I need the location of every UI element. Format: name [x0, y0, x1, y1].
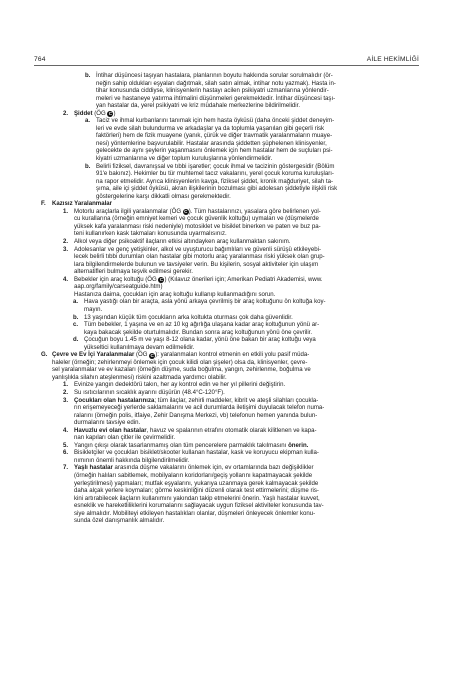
evidence-level-icon: C — [184, 209, 188, 215]
list-marker: b. — [85, 162, 91, 170]
list-marker: d. — [73, 336, 79, 344]
text-line: 1. Evinize yangın dedektörü takın, her ay kontrol edin ve her yıl pillerini değiştirin. — [63, 381, 286, 389]
text-line: G. Çevre ve Ev İçi Yaralanmalar (ÖG C): yaralanmaları kontrol etmenin en etkili yolu pasif müda- — [41, 351, 310, 359]
text-line: leri ve evde silah bulundurma ve arkadaşlar ya da toplumla yaşanılan gibi geçerli risk — [96, 124, 325, 132]
text-line: meleri ve hastaneye yatırma ihtimalini düşünmeleri gerekmektedir. İntihar düşüncesi taşı- — [96, 94, 336, 102]
list-marker: 2. — [63, 388, 69, 396]
text-line: durmalarını tavsiye edin. — [74, 419, 141, 427]
section-heading: Yaşlı hastalar — [74, 464, 113, 472]
list-marker: 3. — [63, 396, 69, 404]
list-marker: b. — [85, 72, 91, 79]
text-line: lecek belirli tıbbi durumları olan hastalar gibi motorlu araç yaralanması riski yüksek olan grup- — [74, 253, 325, 261]
list-marker: b. — [73, 313, 79, 321]
list-marker: 6. — [63, 449, 69, 457]
book-title: AİLE HEKİMLİĞİ — [366, 56, 419, 63]
section-heading: Çocukları olan hastalarınıza — [74, 396, 155, 404]
text-line: şıma, aile içi şiddet öyküsü, akran ilişkilerinin bozulması gibi adolesan şiddetiyle ilişkili risk — [96, 185, 338, 193]
text-line: 2. Su ısıtıcılarının sıcaklık ayarını düşürün (48.4°C-120°F). — [63, 388, 225, 396]
evidence-level-icon: C — [159, 277, 164, 283]
text-line: 3. Adolesanlar ve genç yetişkinler, alkol ve uyuşturucu bağımlıları ve güvenli sürüşü etkileyebi- — [63, 245, 321, 253]
text-line: sunda özel danışmanlık almalıdır. — [74, 517, 165, 525]
text-line: ralarını (örneğin polis, itfaiye, Zehir Danışma Merkezi, vb) telefonun hemen yanında bulun- — [74, 411, 318, 419]
section-heading: Havuzlu evi olan hastalar — [74, 426, 147, 434]
text-line: b. 13 yaşından küçük tüm çocukların arka koltukta oturması çok daha güvenlidir. — [73, 313, 293, 321]
text-line: b. Belirli fiziksel, davranışsal ve tıbbi işaretler; çocuk ihmal ve tacizinin göstergesidir (Bölüm — [85, 162, 335, 170]
list-marker: a. — [73, 298, 79, 306]
list-marker: 5. — [63, 441, 69, 449]
text-line: kini artırabilecek ilaçların kullanımını yakından takip etmelerini önerin. Yaşlı hastalar kuvvet, — [74, 494, 320, 502]
text-line: 5. Yangın çıkışı olarak tasarlanmamış olan tüm pencerelere parmaklık takılmasını önerin. — [63, 441, 309, 449]
text-line: 4. Bebekler için araç koltuğu (ÖG C) (Kılavuz önerileri için; Amerikan Pediatri Akademisi, www. — [63, 275, 323, 283]
text-line: teni kullanırken kask takmaları konusunda uyarmalısınız. — [74, 230, 227, 238]
page-number: 764 — [34, 56, 46, 63]
list-marker: 2. — [63, 109, 69, 117]
text-line: 1. Motorlu araçlarla ilgili yaralanmalar (ÖG C). Tüm hastalarınızı, yasalara göre belirlenen yol- — [63, 207, 321, 215]
text-line — [34, 200, 419, 208]
text-line: nan kapıları olan çitler ile çevirmelidir. — [74, 434, 176, 442]
text-line: yükseltici kullanılmaya devam edilmelidir. — [84, 343, 195, 351]
text-line: yerleştirilmesi) yapmaları; mutfak eşyalarını, yukarıya uzanmaya gerek kalmayacak şekilde — [74, 479, 319, 487]
text-line: 4. Havuzlu evi olan hastalar, havuz ve spalarının etrafını otomatik olarak kilitlenen ve kapa- — [63, 426, 317, 434]
text-line: lara bilgilendirmelerde bulunun ve tavsiyeler verin. Bu kişilerin, sosyal aktiviteler için ulaşım — [74, 260, 319, 268]
list-marker: 2. — [63, 238, 69, 246]
text-line: 6. Bisikletçiler ve çocukları bisiklet/skooter kullanan hastalar, kask ve koruyucu ekipman kulla- — [63, 449, 319, 457]
list-marker: G. — [41, 351, 48, 359]
section-heading: Kazısız Yaralanmalar — [52, 200, 113, 208]
text-line: a. Hava yastığı olan bir araçta, asla yönü arkaya çevrilmiş bir araç koltuğunu ön koltuğa koy- — [73, 298, 326, 306]
text-line: yüksek kafa yaralanması riski nedeniyle) motosiklet ve bisiklet binerken ve paten ve buz pa- — [74, 222, 321, 230]
text-line: göstergelerine karşı dikkatli olması gerekmektedir. — [96, 192, 231, 200]
text-line: 91'e bakınız). Hekimler bu tür muhtemel tacız vakalarını, yerel çocuk koruma kuruluşları- — [96, 170, 334, 178]
text-line: b. İntihar düşüncesi taşıyan hastalara, planlarının boyutu hakkında sorular sorulmalıdır (ör- — [85, 72, 333, 79]
text-line: 2. Şiddet (ÖG C) — [63, 109, 116, 117]
text-line: faktörleri) hem de fizik muayene (yanık, çürük ve diğer travmatik yaralanmaların muaye- — [96, 132, 333, 140]
text-line: c. Tüm bebekler, 1 yaşına ve en az 10 kg ağırlığa ulaşana kadar araç koltuğunun yönü ar- — [73, 321, 320, 329]
list-marker: F. — [41, 200, 46, 208]
text-line: 7. Yaşlı hastalar arasında düşme vakalarını önlemek için, ev ortamlarında bazı değişiklikler — [63, 464, 314, 472]
list-marker: 1. — [63, 381, 69, 389]
text-line: yan hastalar da, yerel psikiyatri ve kriz müdahale merkezlerine bildirilmelidir. — [96, 102, 301, 110]
list-marker: c. — [73, 321, 79, 329]
text-line: esneklik ve hareketliliklerini korumalarını sağlayacak uygun fiziksel aktiviteler konusunda tav- — [74, 502, 324, 510]
body-text — [34, 72, 419, 525]
text-line: haleler (örneğin; zehirlenmeyi önlemek için çocuk kilidi olan şişeler) olsa da, klinisyenler, çevre- — [52, 358, 308, 366]
list-marker: 3. — [63, 245, 69, 253]
text-line: kiyatri uzmanlarına ve diğer toplum kuruluşlarına yönlendirmelidir. — [96, 155, 273, 163]
list-marker: 7. — [63, 464, 69, 472]
text-line: nesi) yöntemlerine başvurulabilir. Hastalar arasında şiddetten şüphelenen klinisyenler, — [96, 139, 327, 147]
text-line: sel yaralanmalar ve ev kazaları (örneğin düşme, suda boğulma, yangın, zehirlenme, boğulma ve — [52, 366, 311, 374]
section-heading: Çevre ve Ev İçi Yaralanmalar — [52, 351, 135, 359]
text-line: nımının önemli hakkında bilgilendirilmelidir. — [74, 456, 190, 464]
text-line: aap.org/family/carseatguide.htm) — [74, 283, 163, 291]
text-line: kaya bakacak şekilde oturtulmalıdır. Bundan sonra araç koltuğunun yönü öne çevrilir. — [84, 328, 313, 336]
list-marker: 1. — [63, 207, 69, 215]
text-line: d. Çocuğun boyu 1.45 m ve yaşı 8-12 olana kadar, yönü öne bakan bir araç koltuğu veya — [73, 336, 316, 344]
text-line: (örneğin halıları sabitlemek, mobilyaların koridorları/geçiş yollarını kapatmayacak şekilde — [74, 471, 313, 479]
text-line: na rapor etmelidir. Ayrıca klinisyenlerin kavga, fiziksel şiddet, kronik mağduriyet, silah ta- — [96, 177, 334, 185]
list-marker: a. — [85, 117, 91, 125]
text-line: 2. Alkol veya diğer psikoaktif ilaçların etkisi altındayken araç kullanmaktan sakınım. — [63, 238, 291, 246]
text-line: siye almalıdır. Mobiliteyi etkileyen hastalıkları olanlar, düşmeleri önleyecek önlemler konu- — [74, 509, 316, 517]
section-heading: Şiddet — [74, 109, 93, 117]
text-line: yanlışlıkla silahın ateşlenmesi) riskini azaltmada yardımcı olabilir. — [52, 373, 227, 381]
text-line: Hastanıza daima, çocukları için araç koltuğu kullanıp kullanmadığını sorun. — [74, 290, 276, 298]
text-line: gelecekte de aynı şeylerin yaşanmasını önlemek için hem hastalar hem de suçluları psi- — [96, 147, 333, 155]
text-line: alternatifleri bulmaya teşvik edilmesi gerekir. — [74, 268, 193, 276]
text-line: 3. Çocukları olan hastalarınıza; tüm ilaçlar, zehirli maddeler, kibrit ve ateşli silahları çocukla- — [63, 396, 319, 404]
evidence-level-icon: C — [150, 352, 154, 358]
header-rule — [34, 65, 419, 66]
text-line: cu kurallarına (örneğin emniyet kemeri ve çocuk güvenlik koltuğu) uymaları ve (düşmelerde — [74, 215, 319, 223]
text-line: neğin sahip oldukları eşyaları dağıtmak, silah satın almak, intihar notu yazmak). Hasta in- — [96, 79, 336, 87]
list-marker: 4. — [63, 426, 69, 434]
text-line: tihar konusunda ciddiyse, klinisyenlerin hastayı acilen psikiyatri uzmanlarına yönlendir- — [96, 87, 329, 95]
text-line: rın erişemeyeceği yerlerde saklamalarını ve acil durumlarda iletişimi duyulacak telefon numa- — [74, 404, 325, 412]
text-line: daha alçak yerlere koymaları; görme keskinliğini düzenli olarak test ettirmelerini; düşme ris- — [74, 487, 319, 495]
evidence-level-icon: C — [108, 111, 113, 117]
text-line: a. Taciz ve ihmal kurbanlarını tanımak için hem hasta öyküsü (daha önceki şiddet deneyim- — [85, 117, 335, 125]
list-marker: 4. — [63, 275, 69, 283]
text-line: mayın. — [84, 305, 103, 313]
